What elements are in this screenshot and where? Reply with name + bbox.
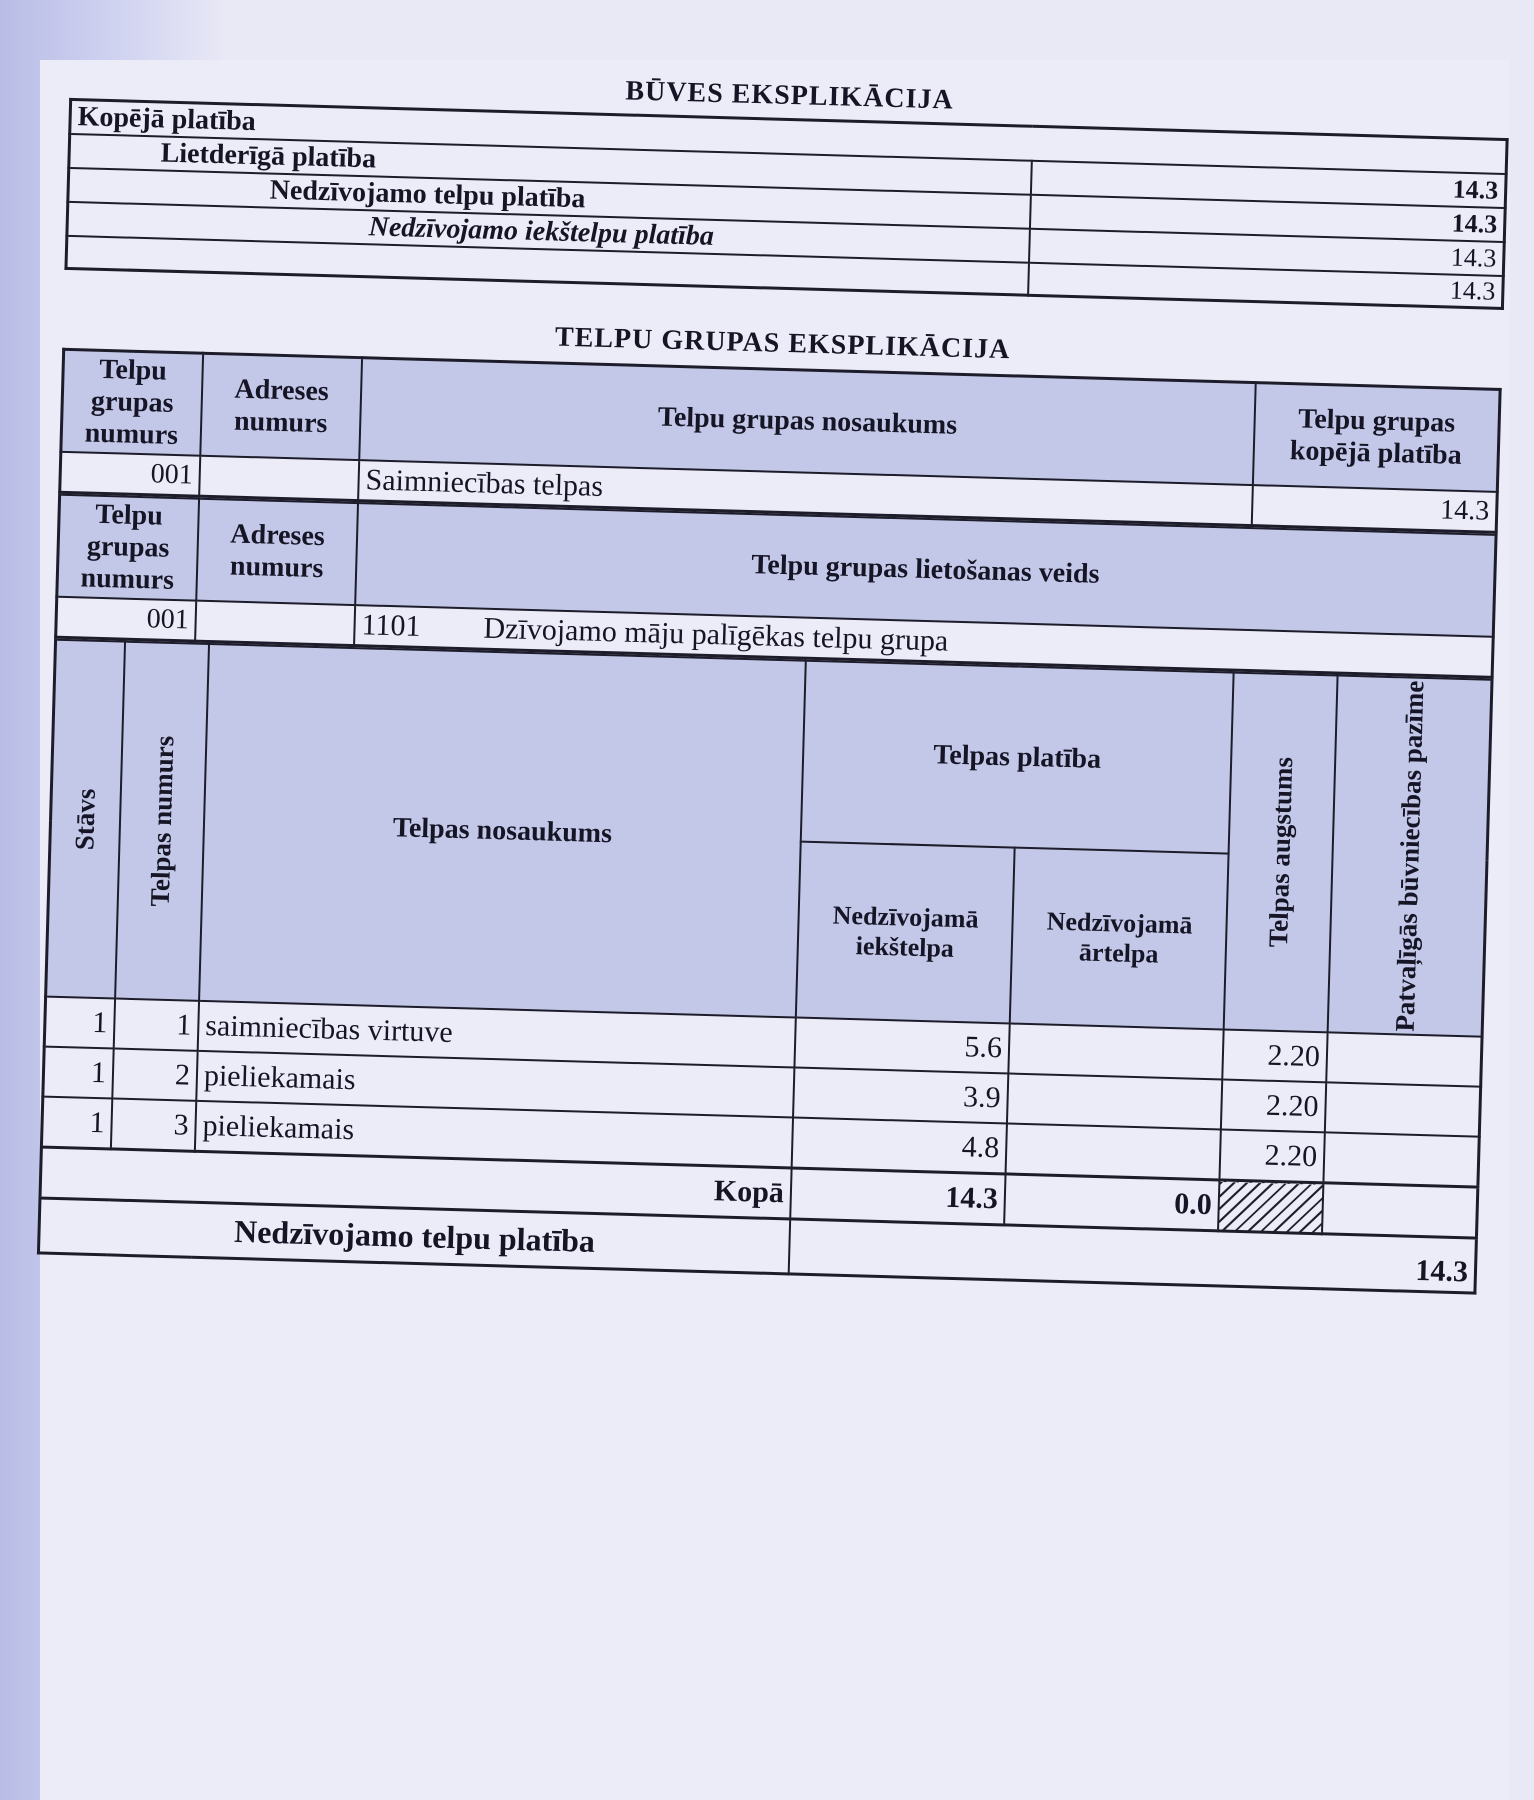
- room-name: pieliekamais: [195, 1101, 793, 1168]
- col-usage-type: Telpu grupas lietošanas veids: [355, 503, 1496, 637]
- col-unauthorized-construction: [1328, 676, 1492, 1037]
- room-unauthorized-mark: [1325, 1082, 1481, 1136]
- usage-code-value: 1101: [354, 605, 478, 649]
- building-explication-table: [64, 98, 1508, 310]
- room-floor: 1: [41, 1097, 112, 1149]
- col-room-height-label: Telpas augstums: [1262, 756, 1298, 949]
- group-total-area-value: 14.3: [1252, 485, 1498, 532]
- room-unauthorized-mark: [1323, 1132, 1479, 1187]
- room-height: 2.20: [1221, 1079, 1326, 1132]
- room-exterior-area: [1008, 1024, 1223, 1080]
- room-exterior-area: [1007, 1073, 1222, 1129]
- table-header-row: [51, 640, 1492, 861]
- building-explication-title: BŪVES EKSPLIKĀCIJA: [624, 75, 955, 116]
- room-height: 2.20: [1219, 1129, 1324, 1182]
- summary-value: 14.3: [789, 1219, 1477, 1293]
- explication-sheet: [37, 60, 1510, 1295]
- totals-label: Kopā: [40, 1147, 792, 1219]
- col-room-number: [115, 642, 209, 1001]
- totals-height-hatched: [1218, 1180, 1323, 1234]
- document-page: [40, 60, 1510, 1800]
- usage-type-value: Dzīvojamo māju palīgēkas telpu grupa: [477, 608, 1493, 677]
- col-room-number-label: Telpas numurs: [144, 735, 179, 908]
- col-non-residential-exterior: Nedzīvojamā ārtelpa: [1010, 848, 1229, 1030]
- room-exterior-area: [1006, 1123, 1221, 1179]
- col-group-total-area: Telpu grupas kopējā platība: [1253, 383, 1500, 492]
- room-number: 1: [114, 999, 199, 1051]
- non-residential-area-label: Nedzīvojamo telpu platība: [68, 168, 1031, 229]
- group-number-value: 001: [56, 597, 197, 641]
- useful-area-value: 14.3: [1031, 161, 1506, 208]
- rooms-table: [37, 639, 1494, 1295]
- address-number-value: [195, 601, 355, 646]
- col-room-name: Telpas nosaukums: [199, 644, 806, 1018]
- col-group-number: Telpu grupas numurs: [61, 349, 203, 455]
- room-floor: 1: [44, 997, 115, 1049]
- col-room-height: [1224, 673, 1338, 1033]
- non-residential-area-value: 14.3: [1030, 195, 1505, 242]
- room-group-explication-title: TELPU GRUPAS EKSPLIKĀCIJA: [554, 321, 1011, 366]
- col-address-number: Adreses numurs: [196, 499, 358, 605]
- room-interior-area: 5.6: [794, 1018, 1009, 1074]
- col-floor-label: Stāvs: [69, 787, 101, 851]
- useful-area-label: Lietderīgā platība: [69, 134, 1032, 195]
- room-name: pieliekamais: [196, 1051, 794, 1118]
- room-interior-area: 3.9: [793, 1068, 1008, 1124]
- col-address-number: Adreses numurs: [200, 353, 362, 460]
- room-interior-area: 4.8: [792, 1118, 1007, 1174]
- non-residential-interior-area-label: Nedzīvojamo iekštelpu platība: [67, 202, 1030, 263]
- non-residential-interior-area-value: 14.3: [1029, 229, 1504, 276]
- col-non-residential-interior: Nedzīvojamā iekštelpa: [796, 842, 1015, 1024]
- address-number-value: [199, 456, 359, 501]
- col-group-number: Telpu grupas numurs: [57, 495, 199, 601]
- total-area-label: Kopējā platība: [70, 99, 1507, 174]
- col-group-name: Telpu grupas nosaukums: [359, 358, 1256, 485]
- summary-label: Nedzīvojamo telpu platība: [38, 1198, 790, 1274]
- room-unauthorized-mark: [1326, 1032, 1482, 1086]
- col-floor: [46, 640, 125, 999]
- room-number: 3: [111, 1098, 196, 1151]
- totals-exterior: 0.0: [1004, 1174, 1219, 1231]
- room-floor: 1: [43, 1047, 114, 1099]
- extra-area-value: 14.3: [1028, 263, 1503, 309]
- col-unauthorized-construction-label: Patvaļīgās būvniecības pazīme: [1389, 680, 1429, 1032]
- totals-interior: 14.3: [790, 1168, 1005, 1225]
- group-number-value: 001: [60, 452, 201, 496]
- col-room-area: Telpas platība: [801, 661, 1234, 854]
- group-name-value: Saimniecības telpas: [358, 460, 1253, 525]
- room-name: saimniecības virtuve: [198, 1001, 796, 1068]
- room-number: 2: [112, 1049, 197, 1101]
- room-height: 2.20: [1222, 1029, 1327, 1082]
